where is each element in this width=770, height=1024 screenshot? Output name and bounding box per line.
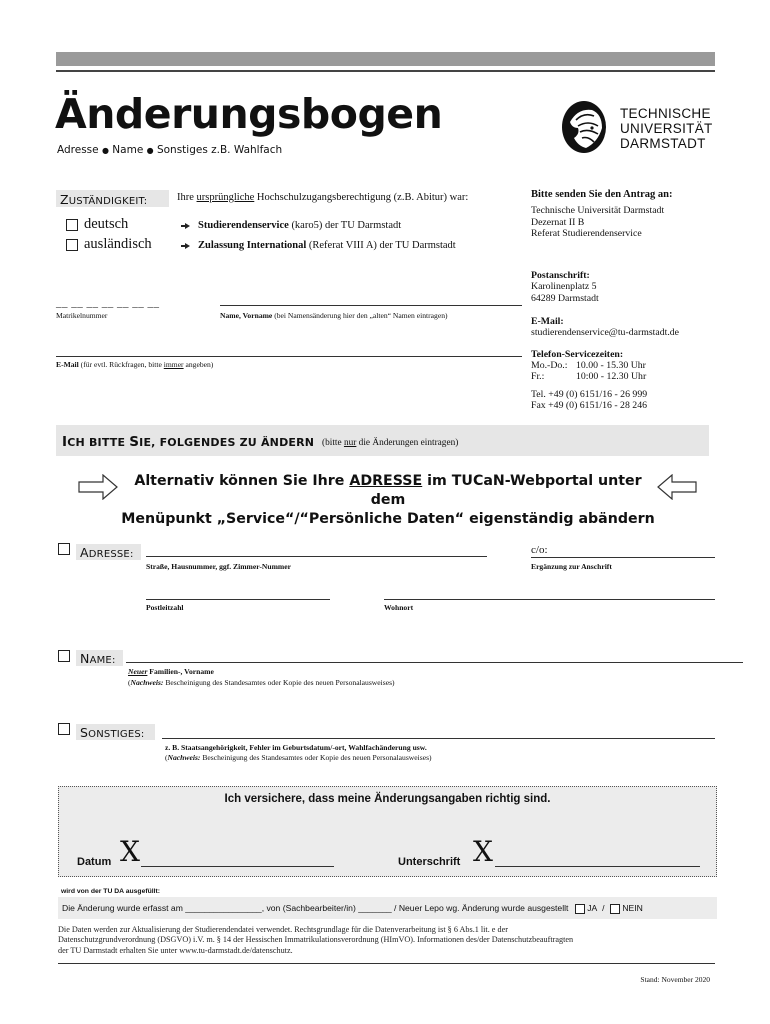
office-title: wird von der TU DA ausgefüllt:	[61, 888, 161, 895]
matrikel-label: Matrikelnummer	[56, 311, 108, 320]
top-grey-bar	[56, 52, 715, 66]
name-label: Name, Vorname (bei Namensänderung hier den „alten“ Namen eintragen)	[220, 311, 448, 320]
sonstiges-hint: z. B. Staatsangehörigkeit, Fehler im Geburtsdatum/-ort, Wahlfachänderung usw.	[165, 743, 427, 752]
unterschrift-input[interactable]	[495, 866, 700, 867]
option-auslaendisch[interactable]: ausländisch	[66, 236, 152, 253]
target-auslaendisch: Zulassung International (Referat VIII A) der TU Darmstadt	[176, 240, 456, 251]
ort-input[interactable]	[384, 599, 715, 600]
bullet-icon: ●	[101, 146, 109, 155]
arrow-left-outline-icon	[657, 474, 697, 505]
name-proof: (Nachweis: Bescheinigung des Standesamtes oder Kopie des neuen Personalausweises)	[128, 678, 395, 687]
datum-mark: X	[120, 835, 140, 868]
checkbox-adresse[interactable]	[58, 543, 70, 555]
new-name-input[interactable]	[126, 662, 743, 663]
plz-label: Postleitzahl	[146, 603, 184, 612]
street-input[interactable]	[146, 556, 487, 557]
name-heading: NAME:	[80, 651, 116, 666]
contact-column: Bitte senden Sie den Antrag an: Technische Universität Darmstadt Dezernat II B Referat Studierendenservice Postanschrift: Karolinenplatz 5 64289 Darmstadt E-Mail: studierendenservice@tu-darmstadt.de Telefon-Servicezeiten: Mo.-Do.: 10.00 - 15.30 Uhr Fr.: 10:00 - 12.30 Uhr Tel. +49 (0) 6151/16 - 26 999 Fax +49 (0) 6151/16 - 28 246	[531, 189, 680, 411]
email-label: E-Mail (für evtl. Rückfragen, bitte immer angeben)	[56, 360, 214, 369]
request-banner-title: ICH BITTE SIE, FOLGENDES ZU ÄNDERN	[62, 434, 315, 450]
target-deutsch: Studierendenservice (karo5) der TU Darmstadt	[176, 220, 401, 231]
unterschrift-label: Unterschrift	[398, 856, 461, 868]
sonstiges-proof: (Nachweis: Bescheinigung des Standesamtes oder Kopie des neuen Personalausweises)	[165, 753, 432, 762]
co-input[interactable]	[531, 557, 715, 558]
form-subtitle: Adresse ● Name ● Sonstiges z.B. Wahlfach	[57, 144, 283, 156]
stand-date: Stand: November 2020	[640, 975, 710, 984]
privacy-notice: Die Daten werden zur Aktualisierung der Studierendendatei verwendet. Rechtsgrundlage für die Datenverarbeitung ist § 6 Abs.1 lit. e der Datenschutzgrundverordnung (DSGVO) i.V. m. § 14 der Hessischen Immatrikulationsverordnung (HImVO). Informationen des/der Datenschutzbeauftragten der TU Darmstadt erhalten Sie unter www.tu-darmstadt.de/datenschutz.	[58, 925, 574, 955]
matrikel-input[interactable]: __ __ __ __ __ __ __	[56, 297, 160, 309]
arrow-right-icon	[185, 223, 190, 229]
co-label: c/o:	[531, 544, 548, 556]
street-label: Straße, Hausnummer, ggf. Zimmer-Nummer	[146, 562, 291, 571]
plz-input[interactable]	[146, 599, 330, 600]
form-title: Änderungsbogen	[55, 90, 443, 138]
checkbox-auslaendisch[interactable]	[66, 239, 78, 251]
office-line: Die Änderung wurde erfasst am ________________, von (Sachbearbeiter/in) _______ / Neuer Lepo wg. Änderung wurde ausgestellt JA / NEIN	[62, 903, 643, 913]
top-rule	[56, 70, 715, 72]
datum-label: Datum	[77, 856, 112, 868]
sonstiges-heading: SONSTIGES:	[80, 725, 145, 740]
declaration-text: Ich versichere, dass meine Änderungsangaben richtig sind.	[224, 793, 551, 805]
tucan-notice: Alternativ können Sie Ihre ADRESSE im TUCaN-Webportal unter dem Menüpunkt „Service“/“Persönliche Daten“ eigenständig abändern	[121, 473, 655, 527]
bottom-rule	[58, 963, 715, 964]
zustaendigkeit-label: ZUSTÄNDIGKEIT:	[60, 192, 148, 207]
arrow-right-outline-icon	[78, 474, 118, 505]
adresse-heading: ADRESSE:	[80, 545, 134, 560]
email-input[interactable]	[56, 356, 522, 357]
checkbox-nein[interactable]	[610, 904, 620, 914]
checkbox-deutsch[interactable]	[66, 219, 78, 231]
hzb-question: Ihre ursprüngliche Hochschulzugangsberechtigung (z.B. Abitur) war:	[177, 192, 469, 203]
new-name-label: Neuer Familien-, Vorname	[128, 667, 214, 676]
co-hint: Ergänzung zur Anschrift	[531, 562, 612, 571]
arrow-right-icon	[185, 243, 190, 249]
contact-email[interactable]: studierendenservice@tu-darmstadt.de	[531, 327, 680, 339]
datum-input[interactable]	[141, 866, 334, 867]
athena-logo-icon	[558, 98, 610, 156]
university-name: TECHNISCHE UNIVERSITÄT DARMSTADT	[620, 106, 713, 151]
ort-label: Wohnort	[384, 603, 414, 612]
unterschrift-mark: X	[473, 835, 493, 868]
bullet-icon: ●	[146, 146, 154, 155]
option-deutsch[interactable]: deutsch	[66, 216, 128, 233]
checkbox-ja[interactable]	[575, 904, 585, 914]
checkbox-sonstiges[interactable]	[58, 723, 70, 735]
sonstiges-input[interactable]	[162, 738, 715, 739]
request-banner-note: (bitte nur die Änderungen eintragen)	[322, 438, 459, 448]
name-input[interactable]	[220, 305, 522, 306]
checkbox-name[interactable]	[58, 650, 70, 662]
